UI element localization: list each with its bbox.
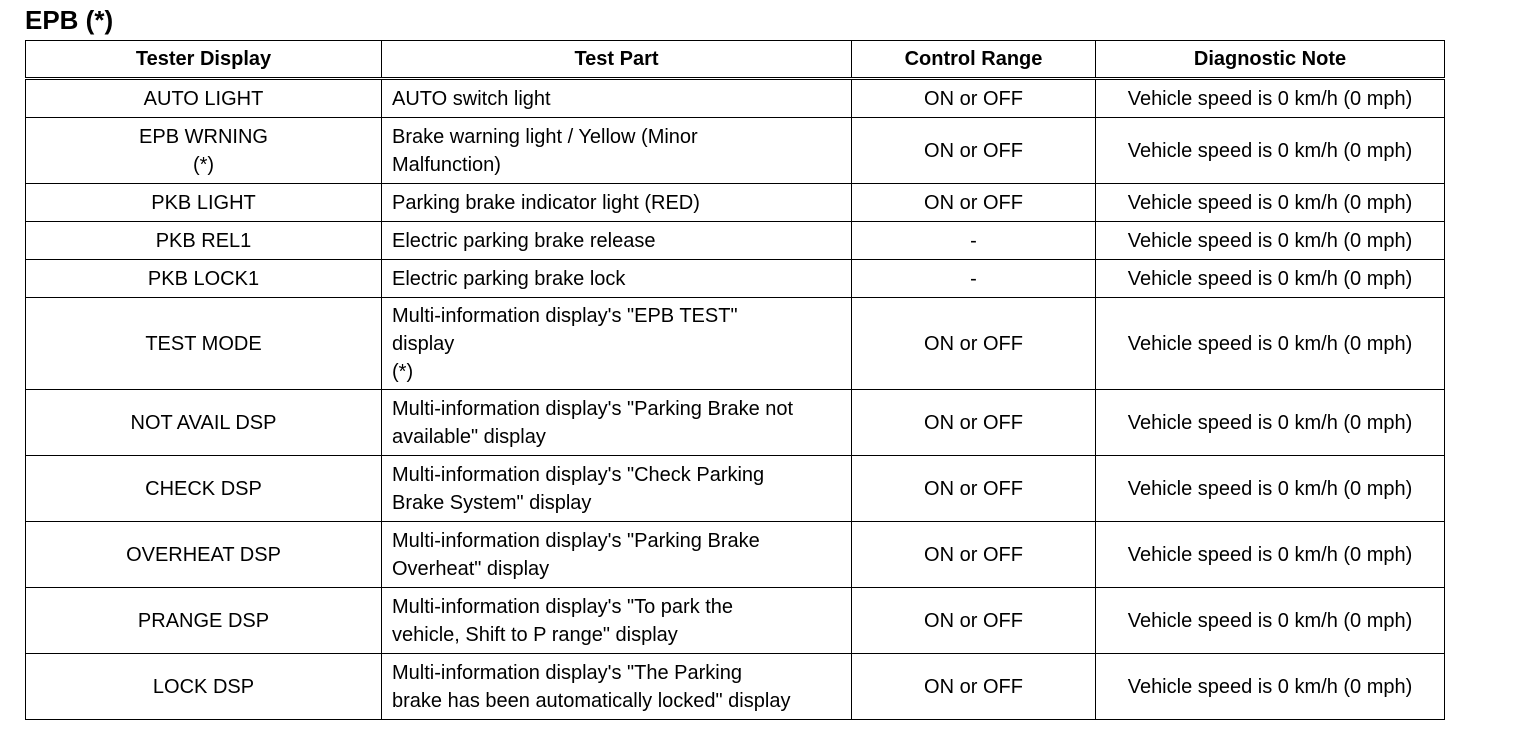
test-part-text: Multi-information display's "EPB TEST": [392, 304, 738, 327]
table-row: [26, 222, 1445, 260]
tester-display-cell: [26, 222, 382, 260]
control-range-cell: ON or OFF: [852, 588, 1096, 654]
table-row: [26, 298, 1445, 390]
tester-display-cell: [26, 654, 382, 720]
test-part-text: display: [392, 332, 455, 355]
tester-display-text: PKB LOCK1: [147, 267, 260, 290]
test-part-cell: [382, 260, 852, 298]
test-part-cell: [382, 79, 852, 118]
table-row: [26, 260, 1445, 298]
control-range-cell: ON or OFF: [852, 390, 1096, 456]
test-part-cell: [382, 184, 852, 222]
diagnostic-note-cell: Vehicle speed is 0 km/h (0 mph): [1096, 654, 1445, 720]
diagnostic-note-cell: Vehicle speed is 0 km/h (0 mph): [1096, 588, 1445, 654]
table-row: [26, 118, 1445, 184]
tester-display-text: CHECK DSP: [145, 477, 262, 500]
tester-display-cell: [26, 522, 382, 588]
tester-display-cell: [26, 298, 382, 390]
test-part-footnote: (*): [392, 360, 414, 383]
control-range-cell: ON or OFF: [852, 79, 1096, 118]
test-part-text: AUTO switch light: [392, 87, 551, 110]
control-range-cell: ON or OFF: [852, 118, 1096, 184]
header-control-range: Control Range: [852, 41, 1096, 79]
diagnostic-note-cell: Vehicle speed is 0 km/h (0 mph): [1096, 222, 1445, 260]
tester-display-cell: [26, 456, 382, 522]
tester-display-text: OVERHEAT DSP: [126, 543, 281, 566]
table-row: [26, 79, 1445, 118]
test-part-text: Multi-information display's "To park the: [392, 595, 734, 618]
test-part-text: Brake System" display: [392, 491, 592, 514]
tester-display-text: EPB WRNING: [139, 125, 268, 148]
tester-display-cell: [26, 118, 382, 184]
control-range-cell: ON or OFF: [852, 456, 1096, 522]
table-row: [26, 390, 1445, 456]
test-part-text: Multi-information display's "The Parking: [392, 661, 742, 684]
tester-display-text: LOCK DSP: [152, 675, 255, 698]
test-part-cell: [382, 654, 852, 720]
test-part-cell: [382, 522, 852, 588]
test-part-text: Multi-information display's "Parking Brake: [392, 529, 760, 552]
control-range-cell: ON or OFF: [852, 654, 1096, 720]
header-test-part: Test Part: [382, 41, 852, 79]
diagnostic-note-cell: Vehicle speed is 0 km/h (0 mph): [1096, 390, 1445, 456]
tester-display-text: PKB REL1: [155, 229, 252, 252]
page-title: EPB (*): [25, 5, 114, 35]
diagnostic-note-cell: Vehicle speed is 0 km/h (0 mph): [1096, 184, 1445, 222]
test-part-cell: [382, 456, 852, 522]
test-part-text: available" display: [392, 425, 546, 448]
test-part-text: Multi-information display's "Parking Brake not: [392, 397, 794, 420]
header-diagnostic-note: Diagnostic Note: [1096, 41, 1445, 79]
control-range-cell: -: [852, 260, 1096, 298]
test-part-cell: [382, 298, 852, 390]
diagnostic-note-cell: Vehicle speed is 0 km/h (0 mph): [1096, 522, 1445, 588]
header-tester-display: Tester Display: [26, 41, 382, 79]
control-range-cell: -: [852, 222, 1096, 260]
test-part-text: vehicle, Shift to P range" display: [392, 623, 678, 646]
table-row: [26, 654, 1445, 720]
test-part-text: Electric parking brake release: [392, 229, 656, 252]
tester-display-text: NOT AVAIL DSP: [130, 411, 277, 434]
test-part-text: Malfunction): [392, 153, 501, 176]
tester-display-text: PRANGE DSP: [137, 609, 270, 632]
diagnostic-note-cell: Vehicle speed is 0 km/h (0 mph): [1096, 456, 1445, 522]
tester-display-text: TEST MODE: [145, 332, 262, 355]
table-row: [26, 184, 1445, 222]
test-part-text: Brake warning light / Yellow (Minor: [392, 125, 698, 148]
tester-display-text: AUTO LIGHT: [143, 87, 264, 110]
test-part-text: Electric parking brake lock: [392, 267, 626, 290]
table-row: [26, 522, 1445, 588]
tester-display-cell: [26, 260, 382, 298]
control-range-cell: ON or OFF: [852, 298, 1096, 390]
test-part-text: Overheat" display: [392, 557, 550, 580]
test-part-text: brake has been automatically locked" display: [392, 689, 791, 712]
test-part-cell: [382, 118, 852, 184]
epb-data-table: [25, 40, 1445, 720]
control-range-cell: ON or OFF: [852, 184, 1096, 222]
tester-display-cell: [26, 79, 382, 118]
test-part-cell: [382, 390, 852, 456]
diagnostic-note-cell: Vehicle speed is 0 km/h (0 mph): [1096, 79, 1445, 118]
control-range-cell: ON or OFF: [852, 522, 1096, 588]
diagnostic-note-cell: Vehicle speed is 0 km/h (0 mph): [1096, 118, 1445, 184]
tester-display-text: PKB LIGHT: [151, 191, 256, 214]
test-part-cell: [382, 588, 852, 654]
table-row: [26, 456, 1445, 522]
test-part-cell: [382, 222, 852, 260]
test-part-text: Parking brake indicator light (RED): [392, 191, 700, 214]
diagnostic-note-cell: Vehicle speed is 0 km/h (0 mph): [1096, 298, 1445, 390]
diagnostic-note-cell: Vehicle speed is 0 km/h (0 mph): [1096, 260, 1445, 298]
test-part-text: Multi-information display's "Check Parking: [392, 463, 765, 486]
tester-display-footnote: (*): [192, 153, 215, 176]
tester-display-cell: [26, 588, 382, 654]
table-header-row: [26, 41, 1445, 79]
tester-display-cell: [26, 390, 382, 456]
table-row: [26, 588, 1445, 654]
tester-display-cell: [26, 184, 382, 222]
